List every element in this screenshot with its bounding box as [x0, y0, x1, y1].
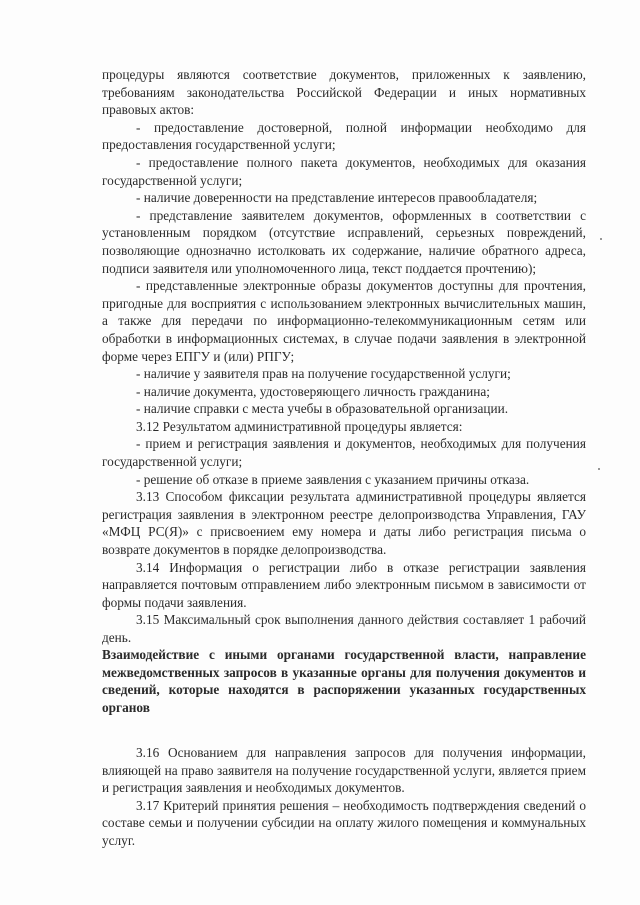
list-item-electronic-images: - представленные электронные образы документов доступны для прочтения, пригодные для восприятия с использованием электронных вычислительных машин, а также для передачи по информационно-телекоммуникационным сетям или обработки в информационных системах, в случае подачи заявления в электронной форме через ЕПГУ и (или) РПГУ; [102, 278, 586, 364]
paragraph-3-13: 3.13 Способом фиксации результата административной процедуры является регистрация заявления в электронном реестре делопроизводства Управления, ГАУ «МФЦ РС(Я)» с присвоением ему номера и даты либо регистрация письма о возврате документов в порядке делопроизводства. [102, 489, 586, 558]
paragraph-3-14: 3.14 Информация о регистрации либо в отказе регистрации заявления направляется почтовым отправлением либо электронным письмом в зависимости от формы подачи заявления. [102, 559, 586, 610]
list-item-identity-document: - наличие документа, удостоверяющего личность гражданина; [136, 383, 490, 399]
list-item-applicant-rights: - наличие у заявителя прав на получение государственной услуги; [136, 366, 511, 382]
section-heading: Взаимодействие с иными органами государственной власти, направление межведомственных запросов в указанные органы для получения документов и сведений, которые находятся в распоряжении указанных государственных органов [102, 647, 586, 715]
body-text-block-1 [102, 66, 586, 647]
paragraph-3-12: 3.12 Результатом административной процедуры является: [136, 418, 463, 434]
list-item-documents-form: - представление заявителем документов, оформленных в соответствии с установленным порядком (отсутствие исправлений, серьезных повреждений, позволяющие однозначно истолковать их содержание, наличие обратного адреса, подписи заявителя или уполномоченного лица, текст поддается прочтению); [102, 207, 586, 276]
body-text-block-2 [102, 744, 586, 850]
paragraph-3-17: 3.17 Критерий принятия решения – необходимость подтверждения сведений о составе семьи и получении субсидии на оплату жилого помещения и коммунальных услуг. [102, 797, 586, 848]
list-item-study-certificate: - наличие справки с места учебы в образовательной организации. [136, 401, 509, 417]
paragraph-3-16: 3.16 Основанием для направления запросов для получения информации, влияющей на право заявителя на получение государственной услуги, является прием и регистрация заявления и необходимых документов. [102, 745, 586, 796]
list-item-acceptance-registration: - прием и регистрация заявления и документов, необходимых для получения государственной услуги; [102, 436, 586, 470]
list-item-power-of-attorney: - наличие доверенности на представление интересов правообладателя; [136, 190, 538, 206]
scan-speck [598, 468, 600, 470]
list-item-refusal-decision: - решение об отказе в приеме заявления с указанием причины отказа. [136, 471, 530, 487]
paragraph-procedure-criteria: процедуры являются соответствие документов, приложенных к заявлению, требованиям законодательства Российской Федерации и иных нормативных правовых актов: [102, 67, 586, 118]
list-item-full-package: - предоставление полного пакета документов, необходимых для оказания государственной услуги; [102, 154, 586, 188]
scan-speck [600, 238, 602, 240]
paragraph-3-15: 3.15 Максимальный срок выполнения данного действия составляет 1 рабочий день. [102, 612, 586, 645]
list-item-reliable-info: - предоставление достоверной, полной информации необходимо для предоставления государственной услуги; [102, 119, 586, 153]
